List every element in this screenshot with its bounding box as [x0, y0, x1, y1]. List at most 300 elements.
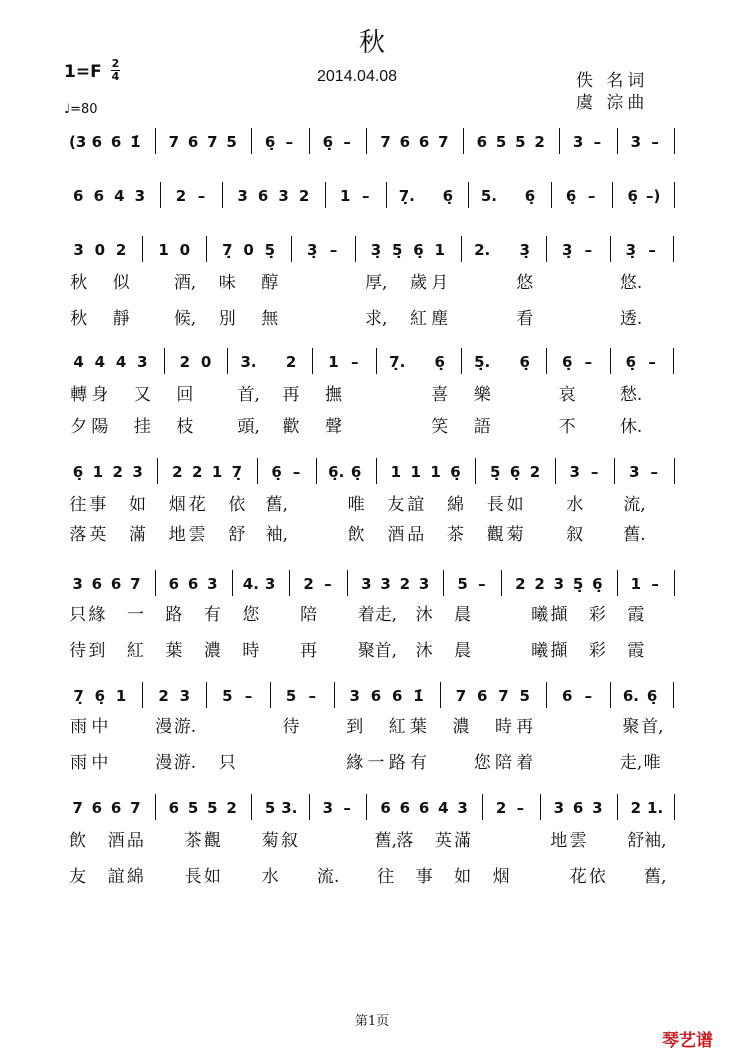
note: 0 [200, 353, 212, 371]
bar-line [325, 182, 326, 208]
lyric-syllable: 英 [89, 525, 107, 545]
note: 5̣ [490, 463, 501, 481]
note: 3̣ [625, 241, 637, 259]
note: 2 [115, 241, 127, 259]
bar-line [440, 682, 441, 708]
note: 1. [647, 799, 664, 817]
note: 6 [110, 575, 122, 593]
lyric-syllable: 舒 [228, 525, 246, 545]
note: 2 [172, 463, 183, 481]
lyric-syllable: 求, [365, 309, 388, 329]
lyric-syllable: 您 [242, 605, 260, 625]
lyric-syllable: 酒, [173, 273, 197, 293]
lyric-syllable: 綿 [126, 867, 144, 887]
note: 3 [457, 799, 468, 817]
lyric-syllable: 樂 [473, 385, 491, 405]
note: 6 [73, 187, 84, 205]
lyric-syllable: 雲 [188, 525, 206, 545]
bar-line [366, 794, 367, 820]
lyric-syllable: 酒 [107, 831, 125, 851]
note: – [651, 575, 659, 593]
notation-line [62, 686, 688, 712]
note: 1̇ [130, 133, 141, 151]
lyric-syllable: 到 [88, 641, 106, 661]
note: 2 [495, 799, 507, 817]
note: – [516, 799, 525, 817]
lyric-syllable: 葉 [409, 717, 427, 737]
note: 6 [476, 687, 488, 705]
note: 5̣ [264, 241, 275, 259]
lyric-syllable: 歡 [282, 417, 300, 437]
note: 6 [91, 133, 103, 151]
note: – [650, 463, 658, 481]
note: 7̣ [73, 687, 84, 705]
lyric-syllable: 漫 [155, 753, 173, 773]
lyric-syllable: 水 [566, 495, 584, 515]
bar-line [610, 682, 611, 708]
lyric-syllable: 彩 [588, 641, 606, 661]
note: 6 [476, 133, 488, 151]
lyric-syllable: 擷 [550, 641, 568, 661]
lyric-syllable: 到 [346, 717, 364, 737]
lyric-syllable: 游. [173, 717, 197, 737]
note: 5 [285, 687, 297, 705]
note: 3 [73, 241, 84, 259]
note: 5 [226, 133, 237, 151]
bar-line [155, 570, 156, 596]
note: 6̣ [592, 575, 603, 593]
lyric-syllable: 往 [69, 495, 87, 515]
bar-line [546, 236, 547, 262]
lyric-syllable: 又 [133, 385, 151, 405]
lyric-line [62, 748, 688, 774]
lyric-syllable: 飲 [69, 831, 87, 851]
note: 3 [278, 187, 289, 205]
lyric-syllable: 雨 [70, 753, 88, 773]
note: 6 [399, 799, 411, 817]
bar-line [227, 348, 228, 374]
bar-line [251, 794, 252, 820]
note: 6 [91, 575, 103, 593]
note: 3 [418, 575, 430, 593]
note: – [584, 353, 593, 371]
lyric-line [62, 636, 688, 662]
lyric-syllable: 悠 [516, 273, 534, 293]
lyric-syllable: 品 [126, 831, 144, 851]
bar-line [461, 348, 462, 374]
meter-top: 2 [111, 57, 120, 70]
note: 3 [361, 575, 372, 593]
lyric-syllable: 秋 [70, 273, 88, 293]
lyric-syllable: 待 [69, 641, 87, 661]
note: 2. [474, 241, 491, 259]
note: (3 [68, 133, 87, 151]
lyric-syllable: 如 [506, 495, 524, 515]
note: 2 [529, 463, 541, 481]
lyric-syllable: 舊. [623, 525, 646, 545]
note: 6 [572, 799, 584, 817]
lyric-syllable: 事 [89, 495, 107, 515]
note: 1 [115, 687, 127, 705]
lyric-syllable: 菊 [261, 831, 279, 851]
bar-line [546, 348, 547, 374]
lyric-line [62, 520, 688, 546]
note: 3 [630, 133, 642, 151]
lyric-syllable: 如 [203, 867, 221, 887]
lyric-syllable: 擷 [550, 605, 568, 625]
note: 6̣ [413, 241, 424, 259]
lyric-line [62, 268, 688, 294]
note: 6 [187, 133, 199, 151]
lyric-syllable: 舊, [265, 495, 289, 515]
note: 4 [94, 353, 106, 371]
note: 3 [572, 133, 584, 151]
lyric-syllable: 回 [176, 385, 194, 405]
lyric-syllable: 烟 [492, 867, 510, 887]
bar-line [142, 236, 143, 262]
note: 5 [519, 687, 530, 705]
note: 6̣ [271, 463, 282, 481]
note: 6̣ [94, 687, 106, 705]
notation-line [62, 132, 688, 158]
note: – [343, 133, 351, 151]
tempo-mark: ♩=80 [64, 102, 98, 117]
lyric-syllable: 只 [218, 753, 236, 773]
note: 2 [226, 799, 237, 817]
note: – [351, 353, 359, 371]
lyric-syllable: 陪 [300, 605, 318, 625]
lyric-syllable: 依 [588, 867, 606, 887]
lyric-syllable: 雨 [70, 717, 88, 737]
note: 3 [264, 575, 276, 593]
lyric-syllable: 曦 [531, 605, 549, 625]
note: 6̣ [565, 187, 577, 205]
note: 6 [399, 133, 411, 151]
lyric-syllable: 滿 [454, 831, 472, 851]
note: 3. [240, 353, 257, 371]
note: 7 [455, 687, 467, 705]
lyric-syllable: 無 [261, 309, 279, 329]
note: 2 [191, 463, 203, 481]
lyric-syllable: 首, [641, 717, 664, 737]
page-number: 第1页 [354, 1014, 390, 1029]
lyric-syllable: 烟 [168, 495, 186, 515]
note: 3̣ [519, 241, 530, 259]
lyric-syllable: 月 [431, 273, 449, 293]
note: 5̣ [572, 575, 584, 593]
note: 5 [222, 687, 233, 705]
lyric-syllable: 首, [237, 385, 260, 405]
bar-line [546, 682, 547, 708]
note: 4. [242, 575, 259, 593]
note: – [308, 687, 317, 705]
lyric-syllable: 紅 [126, 641, 144, 661]
note: 7 [168, 133, 180, 151]
bar-line [232, 570, 233, 596]
note: 1 [434, 241, 445, 259]
lyric-syllable: 沐 [415, 641, 433, 661]
bar-line [674, 570, 675, 596]
lyric-syllable: 紅 [409, 309, 427, 329]
lyric-syllable: 叙 [566, 525, 584, 545]
note: 6 [392, 687, 403, 705]
lyric-line [62, 862, 688, 888]
lyric-syllable: 落 [69, 525, 87, 545]
bar-line [309, 128, 310, 154]
bar-line [270, 682, 271, 708]
lyric-syllable: 厚, [365, 273, 388, 293]
note: 3 [553, 799, 565, 817]
note: 3 [137, 353, 148, 371]
lyric-syllable: 靜 [112, 309, 130, 329]
note: 7 [130, 575, 141, 593]
lyric-syllable: 滿 [129, 525, 147, 545]
lyric-syllable: 身 [91, 385, 109, 405]
lyric-syllable: 中 [91, 753, 109, 773]
note: 2 [303, 575, 314, 593]
lyric-syllable: 友 [387, 495, 405, 515]
lyric-syllable: 再 [300, 641, 318, 661]
lyric-syllable: 長 [184, 867, 202, 887]
lyric-syllable: 流. [316, 867, 340, 887]
lyric-syllable: 友 [69, 867, 87, 887]
notation-line [62, 798, 688, 824]
lyricist: 佚 名词 [576, 71, 649, 91]
lyric-syllable: 夕 [70, 417, 88, 437]
note: – [590, 463, 599, 481]
lyric-syllable: 聲 [325, 417, 343, 437]
lyric-syllable: 走, [374, 605, 398, 625]
notation-line [62, 186, 688, 212]
note: 6̣ [646, 687, 658, 705]
lyric-syllable: 看 [516, 309, 534, 329]
lyric-syllable: 不 [558, 417, 576, 437]
note: 3. [281, 799, 298, 817]
note: 3 [629, 463, 640, 481]
note: 7 [380, 133, 391, 151]
lyric-syllable: 花 [569, 867, 587, 887]
note: – [587, 187, 596, 205]
note: – [651, 133, 659, 151]
note: 6̣ [524, 187, 536, 205]
date: 2014.04.08 [317, 68, 398, 85]
bar-line [673, 682, 674, 708]
lyric-syllable: 哀 [558, 385, 576, 405]
note: 6̣ [72, 463, 84, 481]
note: 0 [243, 241, 254, 259]
lyric-syllable: 只 [69, 605, 87, 625]
lyric-syllable: 別 [218, 309, 236, 329]
lyric-line [62, 600, 688, 626]
notation-line [62, 462, 688, 488]
note: – [292, 463, 301, 481]
note: 0 [179, 241, 191, 259]
bar-line [673, 236, 674, 262]
lyric-syllable: 再 [516, 717, 534, 737]
site-logo: 琴艺谱 [662, 1031, 713, 1051]
note: 7̣ [222, 241, 233, 259]
bar-line [501, 570, 502, 596]
bar-line [551, 182, 552, 208]
lyric-syllable: 枝 [176, 417, 194, 437]
note: 6̣ [625, 353, 637, 371]
note: 1 [211, 463, 223, 481]
bar-line [309, 794, 310, 820]
lyric-syllable: 地 [550, 831, 568, 851]
note: – [593, 133, 602, 151]
lyric-syllable: 雲 [569, 831, 587, 851]
lyric-syllable: 茶 [446, 525, 464, 545]
bar-line [222, 182, 223, 208]
lyric-syllable: 聚 [622, 717, 640, 737]
lyric-syllable: 撫 [325, 385, 343, 405]
time-signature [111, 58, 120, 83]
note: 3 [207, 575, 218, 593]
bar-line [617, 570, 618, 596]
lyric-syllable: 塵 [431, 309, 449, 329]
bar-line [155, 794, 156, 820]
lyric-syllable: 水 [261, 867, 279, 887]
note: – [648, 241, 656, 259]
note: 5 [495, 133, 507, 151]
note: 6 [418, 133, 430, 151]
note: 6̣ [627, 187, 638, 205]
lyric-syllable: 有 [203, 605, 221, 625]
lyric-syllable: 飲 [347, 525, 365, 545]
lyric-syllable: 酒 [387, 525, 405, 545]
note: – [584, 241, 593, 259]
lyric-syllable: 袖, [265, 525, 289, 545]
lyric-syllable: 漫 [155, 717, 173, 737]
lyric-line [62, 412, 688, 438]
bar-line [347, 570, 348, 596]
lyric-syllable: 濃 [452, 717, 470, 737]
note: 4 [73, 353, 84, 371]
note: – [324, 575, 332, 593]
lyric-syllable: 挂 [133, 417, 151, 437]
note: 4 [114, 187, 125, 205]
note: 2 [298, 187, 310, 205]
lyric-syllable: 如 [129, 495, 147, 515]
bar-line [376, 458, 377, 484]
lyric-syllable: 一 [126, 605, 144, 625]
lyric-syllable: 您 [473, 753, 491, 773]
lyric-syllable: 彩 [588, 605, 606, 625]
lyric-syllable: 路 [388, 753, 406, 773]
lyric-syllable: 着 [516, 753, 534, 773]
lyric-syllable: 舊, [374, 831, 398, 851]
note: 5̣ [392, 241, 403, 259]
bar-line [206, 236, 207, 262]
note: – [329, 241, 338, 259]
note: 6̣. [328, 463, 345, 481]
bar-line [610, 348, 611, 374]
lyric-syllable: 菊 [506, 525, 524, 545]
note: 5 [515, 133, 526, 151]
lyric-syllable: 唯 [643, 753, 661, 773]
note: – [197, 187, 206, 205]
lyric-syllable: 陪 [494, 753, 512, 773]
lyric-syllable: 誼 [107, 867, 125, 887]
bar-line [559, 128, 560, 154]
lyric-syllable: 花 [188, 495, 206, 515]
song-title: 秋 [358, 28, 385, 58]
note: 2 [175, 187, 187, 205]
lyric-line [62, 304, 688, 330]
bar-line [376, 348, 377, 374]
lyric-syllable: 品 [407, 525, 425, 545]
note: 6 [370, 687, 382, 705]
note: 6 [380, 799, 391, 817]
lyric-syllable: 霞 [627, 605, 645, 625]
bar-line [674, 128, 675, 154]
notation-line [62, 352, 688, 378]
note: 2 [285, 353, 297, 371]
note: 5̣. [474, 353, 491, 371]
lyric-syllable: 觀 [486, 525, 504, 545]
note: 6 [168, 575, 180, 593]
note: 1 [430, 463, 441, 481]
lyric-syllable: 似 [112, 273, 130, 293]
lyric-syllable: 候, [173, 309, 197, 329]
lyric-syllable: 綿 [446, 495, 464, 515]
lyric-syllable: 一 [367, 753, 385, 773]
bar-line [386, 182, 387, 208]
lyric-syllable: 地 [168, 525, 186, 545]
lyric-syllable: 陽 [91, 417, 109, 437]
note: 3̣ [370, 241, 382, 259]
note: 3̣ [561, 241, 573, 259]
lyric-syllable: 曦 [531, 641, 549, 661]
note: 6 [91, 799, 103, 817]
bar-line [366, 128, 367, 154]
lyric-syllable: 走, [619, 753, 643, 773]
lyric-syllable: 霞 [627, 641, 645, 661]
lyric-syllable: 沐 [415, 605, 433, 625]
bar-line [555, 458, 556, 484]
note: 2 [515, 575, 526, 593]
note: 3 [349, 687, 360, 705]
bar-line [257, 458, 258, 484]
note: 3 [237, 187, 248, 205]
note: –) [646, 187, 661, 205]
lyric-syllable: 時 [494, 717, 512, 737]
lyric-syllable: 醇 [261, 273, 279, 293]
note: 6̣ [561, 353, 573, 371]
bar-line [468, 182, 469, 208]
note: 2 [399, 575, 411, 593]
lyric-syllable: 休. [619, 417, 643, 437]
lyric-syllable: 流, [623, 495, 646, 515]
bar-line [475, 458, 476, 484]
note: – [361, 187, 370, 205]
lyric-syllable: 依 [228, 495, 246, 515]
note: 1 [390, 463, 402, 481]
note: 2 [534, 133, 545, 151]
note: 6 [187, 575, 199, 593]
note: 2 [158, 687, 169, 705]
bar-line [142, 682, 143, 708]
note: – [648, 353, 656, 371]
lyric-syllable: 秋 [70, 309, 88, 329]
note: 1 [339, 187, 351, 205]
bar-line [463, 128, 464, 154]
bar-line [674, 794, 675, 820]
bar-line [160, 182, 161, 208]
note: 2 [534, 575, 545, 593]
lyric-syllable: 聚 [357, 641, 375, 661]
bar-line [617, 794, 618, 820]
